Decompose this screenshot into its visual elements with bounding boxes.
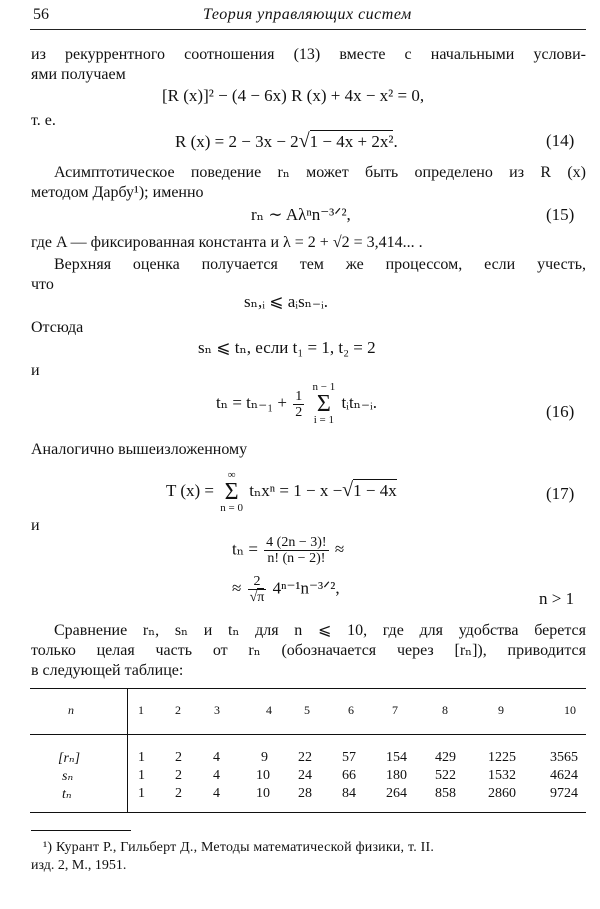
- table-cell: 429: [435, 750, 456, 765]
- equation-tn2-numerator: 2: [248, 574, 267, 590]
- table-cell: 9724: [550, 786, 578, 801]
- table-cell: 1: [138, 768, 145, 783]
- equation-r-squared: [R (x)]² − (4 − 6x) R (x) + 4x − x² = 0,: [162, 86, 425, 105]
- equation-17: [166, 470, 397, 514]
- equation-14-number: (14): [546, 131, 575, 150]
- equation-tn: [232, 535, 344, 566]
- sqrt-sign: √: [342, 478, 354, 501]
- table-cell: 2: [175, 750, 182, 765]
- table-header-label: n: [68, 703, 74, 717]
- equation-16-sum-bottom: i = 1: [313, 414, 334, 426]
- table-header-rule: [30, 734, 586, 735]
- table-header-cell: 7: [392, 703, 398, 717]
- table-cell: 264: [386, 786, 407, 801]
- table-header-cell: 6: [348, 703, 354, 717]
- equation-tn2-approx: ≈: [232, 578, 242, 598]
- para-5-line-3: в следующей таблице:: [31, 662, 184, 679]
- equation-tn-denominator: n! (n − 2)!: [267, 551, 326, 566]
- table-row-label: [rₙ]: [58, 751, 81, 766]
- para-4-line-2: что: [31, 276, 54, 293]
- table-cell: 28: [298, 786, 312, 801]
- equation-17-lhs: T (x) =: [166, 480, 214, 500]
- table-header-cell: 10: [564, 703, 576, 717]
- table-bottom-rule: [30, 812, 586, 813]
- sigma-symbol: Σ: [224, 479, 239, 505]
- para-5-line-1: Сравнение rₙ, sₙ и tₙ для n ⩽ 10, где для удобства берется: [54, 622, 586, 639]
- and-text-1: и: [31, 362, 40, 379]
- para-4-line-1: Верхняя оценка получается тем же процессом, если учесть,: [54, 256, 586, 273]
- table-cell: 2: [175, 768, 182, 783]
- equation-16-sum-top: n − 1: [312, 381, 336, 393]
- equation-tn2-rest: 4ⁿ⁻¹n⁻³ᐟ²,: [272, 578, 340, 598]
- running-title: Теория управляющих систем: [203, 6, 412, 23]
- table-header-cell: 3: [214, 703, 220, 717]
- table-top-rule: [30, 688, 586, 689]
- equation-tn-lhs: tₙ =: [232, 539, 258, 559]
- table-header-row: [30, 703, 586, 721]
- sigma-symbol: Σ: [316, 391, 331, 417]
- equation-14-tail: .: [393, 132, 398, 151]
- equation-14-lhs: R (x) = 2 − 3x − 2: [175, 132, 299, 151]
- para-1-line-1: из рекуррентного соотношения (13) вместе с начальными услови-: [31, 46, 586, 63]
- table-cell: 858: [435, 786, 456, 801]
- equation-17-radicand: 1 − 4x: [353, 480, 397, 500]
- sqrt-sign: √: [249, 590, 258, 605]
- equation-s-bound: sₙ,ᵢ ⩽ aᵢsₙ₋ᵢ.: [244, 292, 329, 311]
- para-1-line-2: ями получаем: [31, 66, 126, 83]
- equation-15: rₙ ∼ Aλⁿn⁻³ᐟ²,: [251, 205, 351, 224]
- footnote-line-2: изд. 2, М., 1951.: [31, 858, 127, 873]
- para-2-line-1: Асимптотическое поведение rₙ может быть определено из R (x): [54, 164, 586, 181]
- table-row-label: sₙ: [62, 769, 74, 784]
- equation-16-frac-den: 2: [295, 404, 303, 420]
- table-cell: 522: [435, 768, 456, 783]
- table-cell: 84: [342, 786, 356, 801]
- equation-tn2-condition: n > 1: [539, 589, 575, 608]
- table-cell: 154: [386, 750, 407, 765]
- equation-15-number: (15): [546, 205, 575, 224]
- footnote-rule: [31, 830, 131, 831]
- table-cell: 4: [213, 768, 220, 783]
- and-text-2: и: [31, 517, 40, 534]
- table-cell: 1225: [488, 750, 516, 765]
- equation-17-middle: tₙxⁿ = 1 − x −: [249, 480, 343, 500]
- table-cell: 1: [138, 786, 145, 801]
- equation-17-sum-top: ∞: [227, 469, 236, 481]
- table-cell: 66: [342, 768, 356, 783]
- table-cell: 24: [298, 768, 312, 783]
- table-cell: 10: [256, 786, 270, 801]
- equation-17-number: (17): [546, 484, 575, 503]
- table-cell: 22: [298, 750, 312, 765]
- equation-14-radicand: 1 − 4x + 2x²: [309, 132, 394, 151]
- equation-tn-approx: ≈: [334, 539, 345, 559]
- table-cell: 180: [386, 768, 407, 783]
- equation-16-fraction: [293, 389, 304, 420]
- table-row: [30, 768, 586, 786]
- table-header-cell: 2: [175, 703, 181, 717]
- table-cell: 3565: [550, 750, 578, 765]
- equation-16-number: (16): [546, 402, 575, 421]
- table-cell: 4: [213, 786, 220, 801]
- equation-sn-tn: sₙ ⩽ tₙ, если t₁ = 1, t₂ = 2: [198, 338, 376, 357]
- equation-tn2-denominator: [248, 590, 267, 605]
- equation-tn2-fraction: [248, 574, 267, 605]
- table-cell: 1532: [488, 768, 516, 783]
- equation-tn-numerator: 4 (2n − 3)!: [266, 535, 327, 550]
- table-header-cell: 4: [266, 703, 272, 717]
- table-cell: 57: [342, 750, 356, 765]
- equation-16: [216, 382, 377, 426]
- para-5-line-2: только целая часть от rₙ (обозначается через [rₙ]), приводится: [31, 642, 586, 659]
- equation-tn-2: [232, 574, 340, 605]
- equation-17-sum-bottom: n = 0: [220, 502, 243, 514]
- footnote-line-1: ¹) Курант Р., Гильберт Д., Методы математической физики, т. II.: [43, 840, 435, 855]
- table-cell: 2860: [488, 786, 516, 801]
- equation-17-sum: [220, 470, 243, 514]
- table-cell: 10: [256, 768, 270, 783]
- page-number: 56: [33, 6, 49, 23]
- table-cell: 9: [261, 750, 268, 765]
- table-header-cell: 1: [138, 703, 144, 717]
- equation-tn2-den-radicand: π: [257, 590, 265, 605]
- table-cell: 2: [175, 786, 182, 801]
- table-header-cell: 9: [498, 703, 504, 717]
- equation-14: [175, 130, 398, 153]
- te-text: т. е.: [31, 112, 56, 129]
- sqrt-sign: √: [298, 130, 310, 152]
- analog-text: Аналогично вышеизложенному: [31, 441, 248, 458]
- table-cell: 1: [138, 750, 145, 765]
- equation-16-rhs: tᵢtₙ₋ᵢ.: [341, 392, 378, 412]
- equation-16-frac-num: 1: [295, 388, 303, 404]
- table-cell: 4: [213, 750, 220, 765]
- table-row-label: tₙ: [62, 787, 72, 802]
- table-row: [30, 750, 586, 768]
- otsyuda-text: Отсюда: [31, 319, 84, 336]
- equation-tn-fraction: [264, 535, 328, 566]
- table-cell: 4624: [550, 768, 578, 783]
- table-header-cell: 8: [442, 703, 448, 717]
- table-row: [30, 786, 586, 804]
- equation-16-sum: [312, 382, 335, 426]
- para-3: где A — фиксированная константа и λ = 2 + √2 = 3,414... .: [31, 234, 423, 251]
- table-header-cell: 5: [304, 703, 310, 717]
- para-2-line-2: методом Дарбу¹); именно: [31, 184, 204, 201]
- equation-16-lhs: tₙ = tₙ₋₁ +: [216, 392, 287, 412]
- header-rule: [30, 29, 586, 30]
